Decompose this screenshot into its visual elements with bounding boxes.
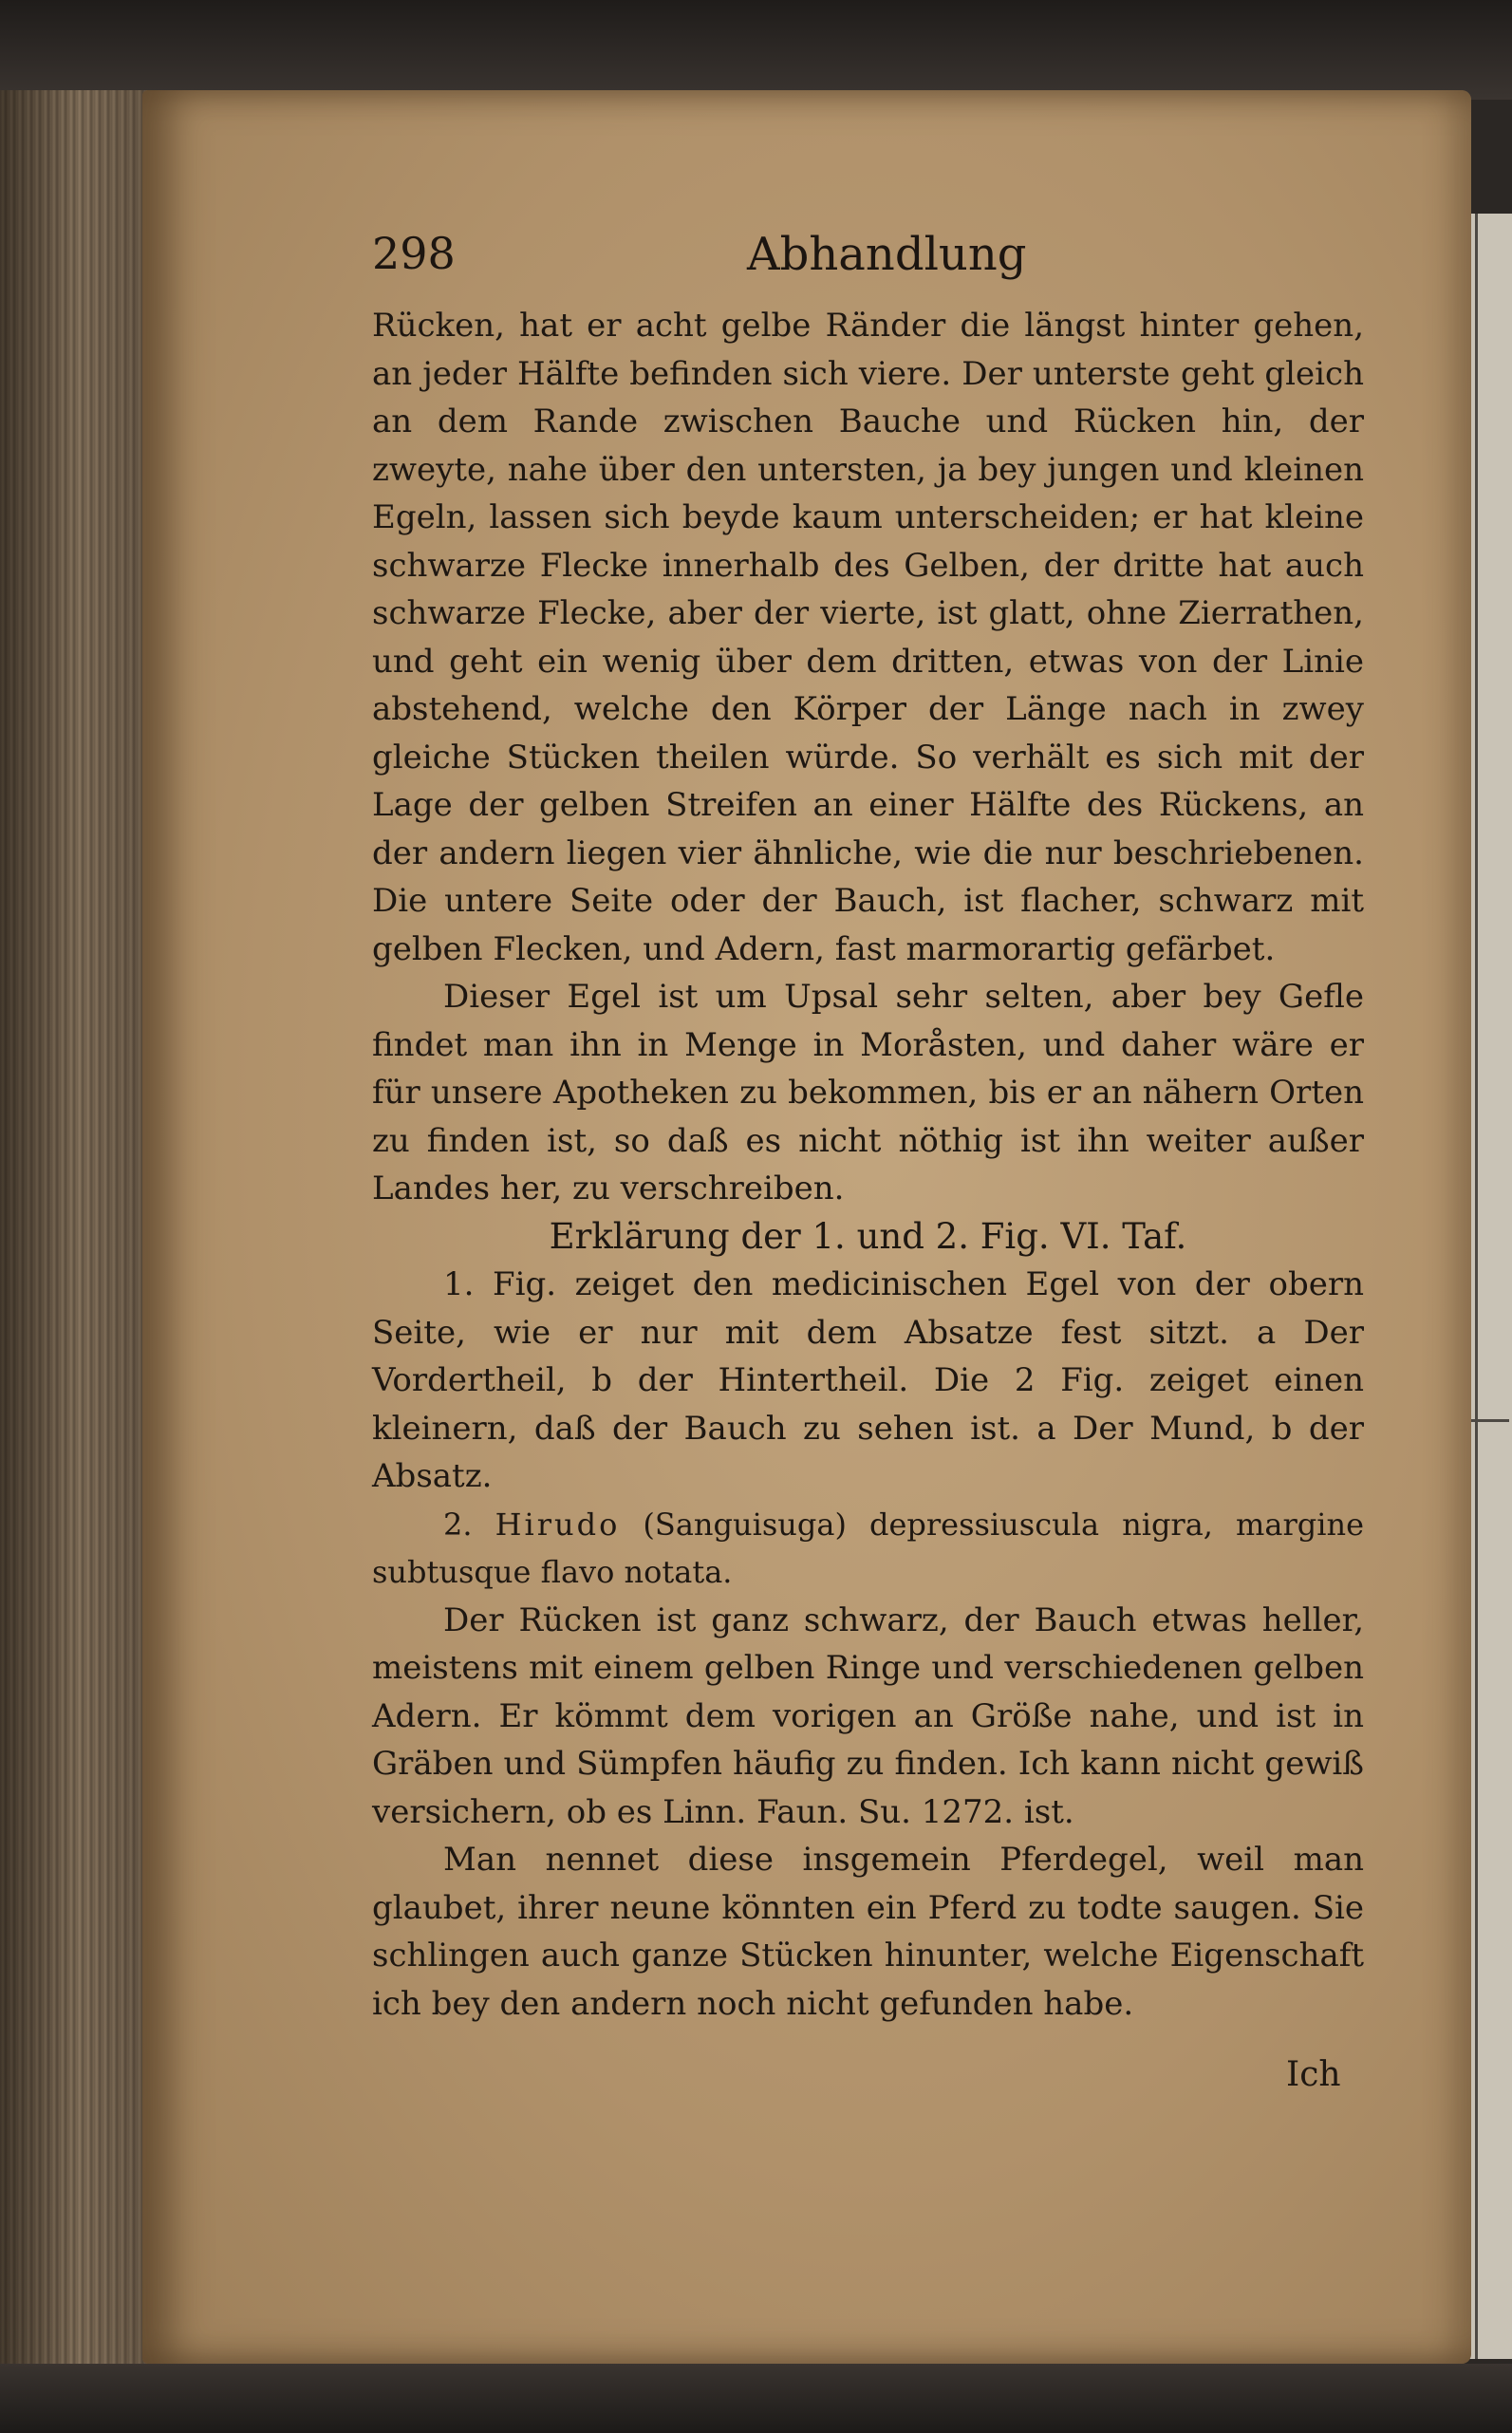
facing-page-rule-mark: [1467, 1419, 1509, 1422]
top-shadow: [0, 0, 1512, 100]
latin-description: (Sanguisuga) depressiuscula nigra, margine subtusque flavo notata.: [372, 1506, 1365, 1590]
paragraph: Der Rücken ist ganz schwarz, der Bauch etwas heller, meistens mit einem gelben Ringe und verschiedenen gelben Adern. Er kömmt dem vorigen an Größe nahe, und ist in Gräben und Sümpfen häufig zu finden. Ich kann nicht gewiß versichern, ob es Linn. Faun. Su. 1272. ist.: [372, 1600, 1364, 1831]
paragraph: Rücken, hat er acht gelbe Ränder die längst hinter gehen, an jeder Hälfte befinden sich viere. Der unterste geht gleich an dem Rande zwischen Bauche und Rücken hin, der zweyte, nahe über den untersten, ja bey jungen und kleinen Egeln, lassen sich beyde kaum unterscheiden; er hat kleine schwarze Flecke innerhalb des Gelben, der dritte hat auch schwarze Flecke, aber der vierte, ist glatt, ohne Zierrathen, und geht ein wenig über dem dritten, etwas von der Linie abstehend, welche den Körper der Länge nach in zwey gleiche Stücken theilen würde. So verhält es sich mit der Lage der gelben Streifen an einer Hälfte des Rückens, an der andern liegen vier ähnliche, wie die nur beschriebenen. Die untere Seite oder der Bauch, ist flacher, schwarz mit gelben Flecken, und Adern, fast marmorartig gefärbet.: [372, 307, 1364, 968]
page-header: [372, 228, 1364, 285]
page-number: 298: [372, 228, 456, 279]
facing-page-rule: [1475, 214, 1478, 2359]
page-body: [372, 302, 1364, 2028]
paragraph: 1. Fig. zeiget den medicinischen Egel von der obern Seite, wie er nur mit dem Absatze fest sitzt. a Der Vordertheil, b der Hintertheil. Die 2 Fig. zeiget einen kleinern, daß der Bauch zu sehen ist. a Der Mund, b der Absatz.: [372, 1265, 1364, 1495]
paragraph: Man nennet diese insgemein Pferdegel, weil man glaubet, ihrer neune könnten ein Pferd zu todte saugen. Sie schlingen auch ganze Stücken hinunter, welche Eigenschaft ich bey den andern noch nicht gefunden habe.: [372, 1841, 1364, 2023]
species-number: 2.: [443, 1506, 473, 1543]
bottom-shadow: [0, 2364, 1512, 2433]
genus-name: Hirudo: [495, 1506, 621, 1543]
catchword: Ich: [1286, 2055, 1341, 2094]
paragraph: Dieser Egel ist um Upsal sehr selten, aber bey Gefle findet man ihn in Menge in Moråsten, und daher wäre er für unsere Apotheken zu bekommen, bis er an nähern Orten zu finden ist, so daß es nicht nöthig ist ihn weiter außer Landes her, zu verschreiben.: [372, 978, 1364, 1207]
latin-diagnosis: [372, 1501, 1364, 1597]
running-head: Abhandlung: [747, 228, 1027, 281]
section-heading: Erklärung der 1. und 2. Fig. VI. Taf.: [549, 1215, 1187, 1257]
